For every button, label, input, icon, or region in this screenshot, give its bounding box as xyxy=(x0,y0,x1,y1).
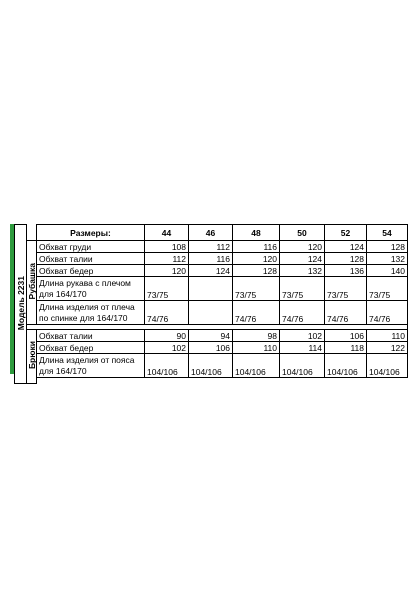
cell-value: 140 xyxy=(367,265,408,277)
cell-value: 120 xyxy=(280,241,325,253)
cell-value: 73/75 xyxy=(280,277,325,301)
table-row xyxy=(15,301,408,325)
table-row xyxy=(15,342,408,354)
cell-value: 74/76 xyxy=(233,301,280,325)
table-row xyxy=(15,265,408,277)
cell-value: 74/76 xyxy=(325,301,367,325)
row-label: Длина изделия от плеча по спинке для 164/170 xyxy=(37,301,145,325)
cell-value: 132 xyxy=(280,265,325,277)
size-header: 52 xyxy=(325,225,367,241)
cell-value: 120 xyxy=(145,265,189,277)
cell-value: 128 xyxy=(367,241,408,253)
pants-section-cell xyxy=(27,330,37,384)
cell-value: 124 xyxy=(325,241,367,253)
model-label: Модель 2231 xyxy=(15,275,26,331)
shirt-section-label: Рубашка xyxy=(27,263,37,300)
cell-value: 73/75 xyxy=(233,277,280,301)
cell-value: 90 xyxy=(145,330,189,342)
cell-value: 104/106 xyxy=(233,354,280,378)
cell-value: 116 xyxy=(233,241,280,253)
cell-value: 110 xyxy=(367,330,408,342)
cell-value: 102 xyxy=(280,330,325,342)
cell-value: 104/106 xyxy=(280,354,325,378)
cell-value: 112 xyxy=(145,253,189,265)
cell-value: 73/75 xyxy=(145,277,189,301)
cell-value: 94 xyxy=(189,330,233,342)
cell-value: 73/75 xyxy=(367,277,408,301)
cell-value: 104/106 xyxy=(325,354,367,378)
row-label: Обхват талии xyxy=(37,253,145,265)
cell-value: 116 xyxy=(189,253,233,265)
cell-value: 120 xyxy=(233,253,280,265)
cell-value: 106 xyxy=(189,342,233,354)
cell-value xyxy=(189,277,233,301)
shirt-section-cell xyxy=(27,241,37,325)
row-label: Обхват бедер xyxy=(37,265,145,277)
table-row xyxy=(15,330,408,342)
cell-value: 124 xyxy=(280,253,325,265)
cell-value: 136 xyxy=(325,265,367,277)
sizes-header: Размеры: xyxy=(37,225,145,241)
cell-value: 102 xyxy=(145,342,189,354)
cell-value: 104/106 xyxy=(367,354,408,378)
size-header: 46 xyxy=(189,225,233,241)
header-row xyxy=(15,225,408,241)
cell-value: 73/75 xyxy=(325,277,367,301)
row-label: Обхват груди xyxy=(37,241,145,253)
pants-section-label: Брюки xyxy=(27,341,37,370)
cell-value: 114 xyxy=(280,342,325,354)
size-header: 50 xyxy=(280,225,325,241)
cell-value: 132 xyxy=(367,253,408,265)
cell-value: 104/106 xyxy=(189,354,233,378)
model-label-cell xyxy=(15,225,27,384)
cell-value: 74/76 xyxy=(367,301,408,325)
cell-value: 122 xyxy=(367,342,408,354)
table-row xyxy=(15,354,408,378)
size-header: 48 xyxy=(233,225,280,241)
cell-value: 106 xyxy=(325,330,367,342)
cell-value: 128 xyxy=(233,265,280,277)
cell-value: 104/106 xyxy=(145,354,189,378)
size-header: 54 xyxy=(367,225,408,241)
cell-value: 112 xyxy=(189,241,233,253)
cell-value: 108 xyxy=(145,241,189,253)
cell-value: 74/76 xyxy=(145,301,189,325)
cell-value: 118 xyxy=(325,342,367,354)
size-table xyxy=(14,224,408,384)
cell-value: 74/76 xyxy=(280,301,325,325)
table-row xyxy=(15,241,408,253)
cell-value xyxy=(189,301,233,325)
size-header: 44 xyxy=(145,225,189,241)
row-label: Обхват бедер xyxy=(37,342,145,354)
row-label: Длина изделия от пояса для 164/170 xyxy=(37,354,145,378)
row-label: Обхват талии xyxy=(37,330,145,342)
cell-value: 110 xyxy=(233,342,280,354)
cell-value: 98 xyxy=(233,330,280,342)
row-label: Длина рукава с плечом для 164/170 xyxy=(37,277,145,301)
cell-value: 128 xyxy=(325,253,367,265)
cell-value: 124 xyxy=(189,265,233,277)
table-row xyxy=(15,277,408,301)
table-row xyxy=(15,253,408,265)
